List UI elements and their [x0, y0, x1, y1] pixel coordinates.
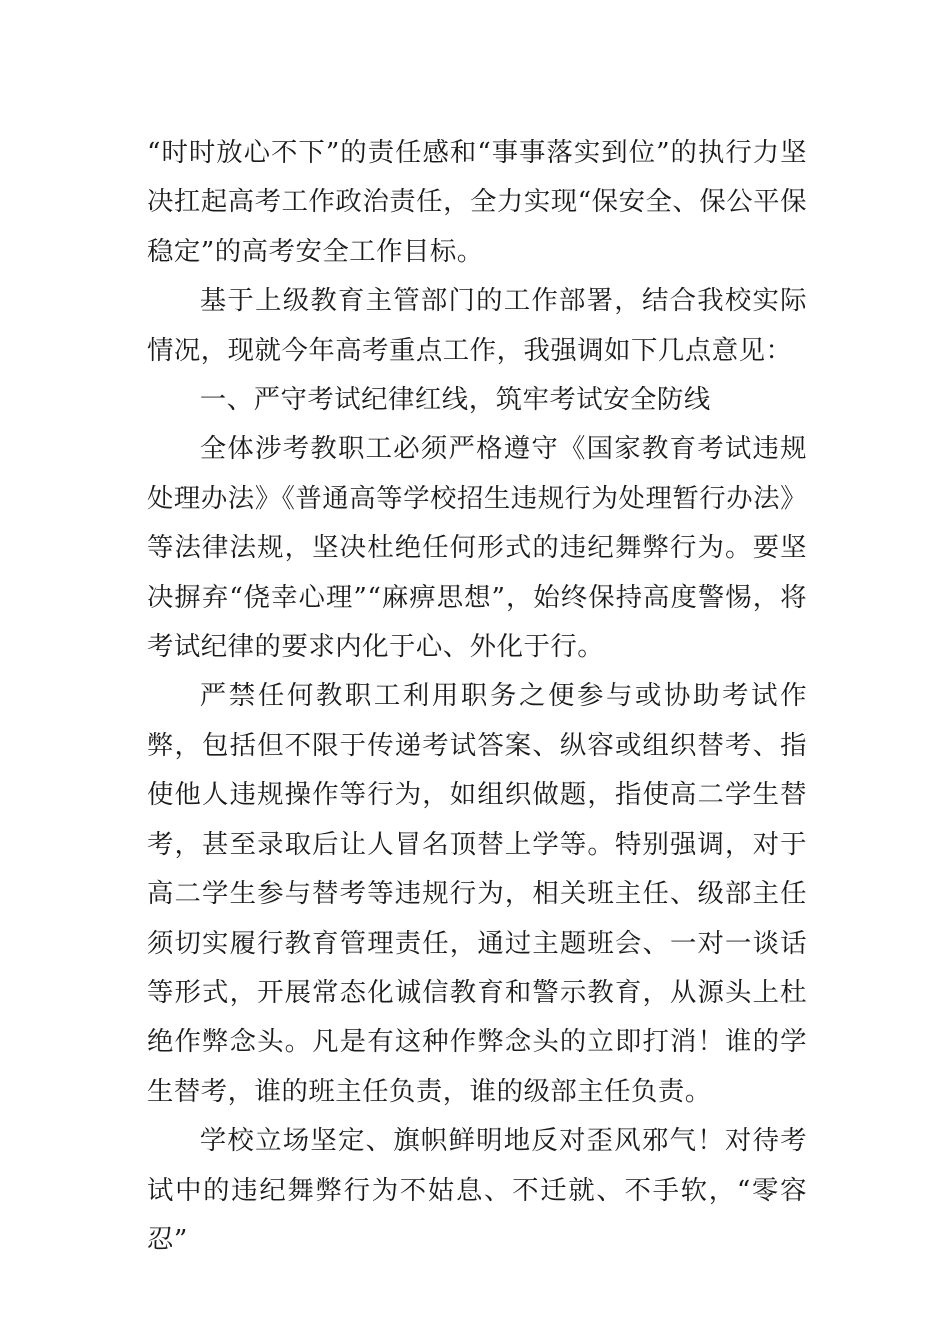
paragraph-stance: 学校立场坚定、旗帜鲜明地反对歪风邪气！对待考试中的违纪舞弊行为不姑息、不迁就、不手软，“零容忍”	[147, 1125, 807, 1255]
paragraph-discipline: 全体涉考教职工必须严格遵守《国家教育考试违规处理办法》《普通高等学校招生违规行为处理暂行办法》等法律法规，坚决杜绝任何形式的违纪舞弊行为。要坚决摒弃“侥幸心理”“麻痹思想”，始终保持高度警惕，将考试纪律的要求内化于心、外化于行。	[147, 433, 807, 663]
section-heading: 一、严守考试纪律红线，筑牢考试安全防线	[199, 384, 711, 416]
paragraph-intro: 基于上级教育主管部门的工作部署，结合我校实际情况，现就今年高考重点工作，我强调如下几点意见：	[147, 285, 807, 366]
document-body	[147, 128, 807, 1264]
paragraph-prohibition: 严禁任何教职工利用职务之便参与或协助考试作弊，包括但不限于传递考试答案、纵容或组织替考、指使他人违规操作等行为，如组织做题，指使高二学生替考，甚至录取后让人冒名顶替上学等。特别强调，对于高二学生参与替考等违规行为，相关班主任、级部主任须切实履行教育管理责任，通过主题班会、一对一谈话等形式，开展常态化诚信教育和警示教育，从源头上杜绝作弊念头。凡是有这种作弊念头的立即打消！谁的学生替考，谁的班主任负责，谁的级部主任负责。	[147, 680, 807, 1107]
paragraph-continuation: “时时放心不下”的责任感和“事事落实到位”的执行力坚决扛起高考工作政治责任，全力实现“保安全、保公平保稳定”的高考安全工作目标。	[147, 137, 807, 267]
